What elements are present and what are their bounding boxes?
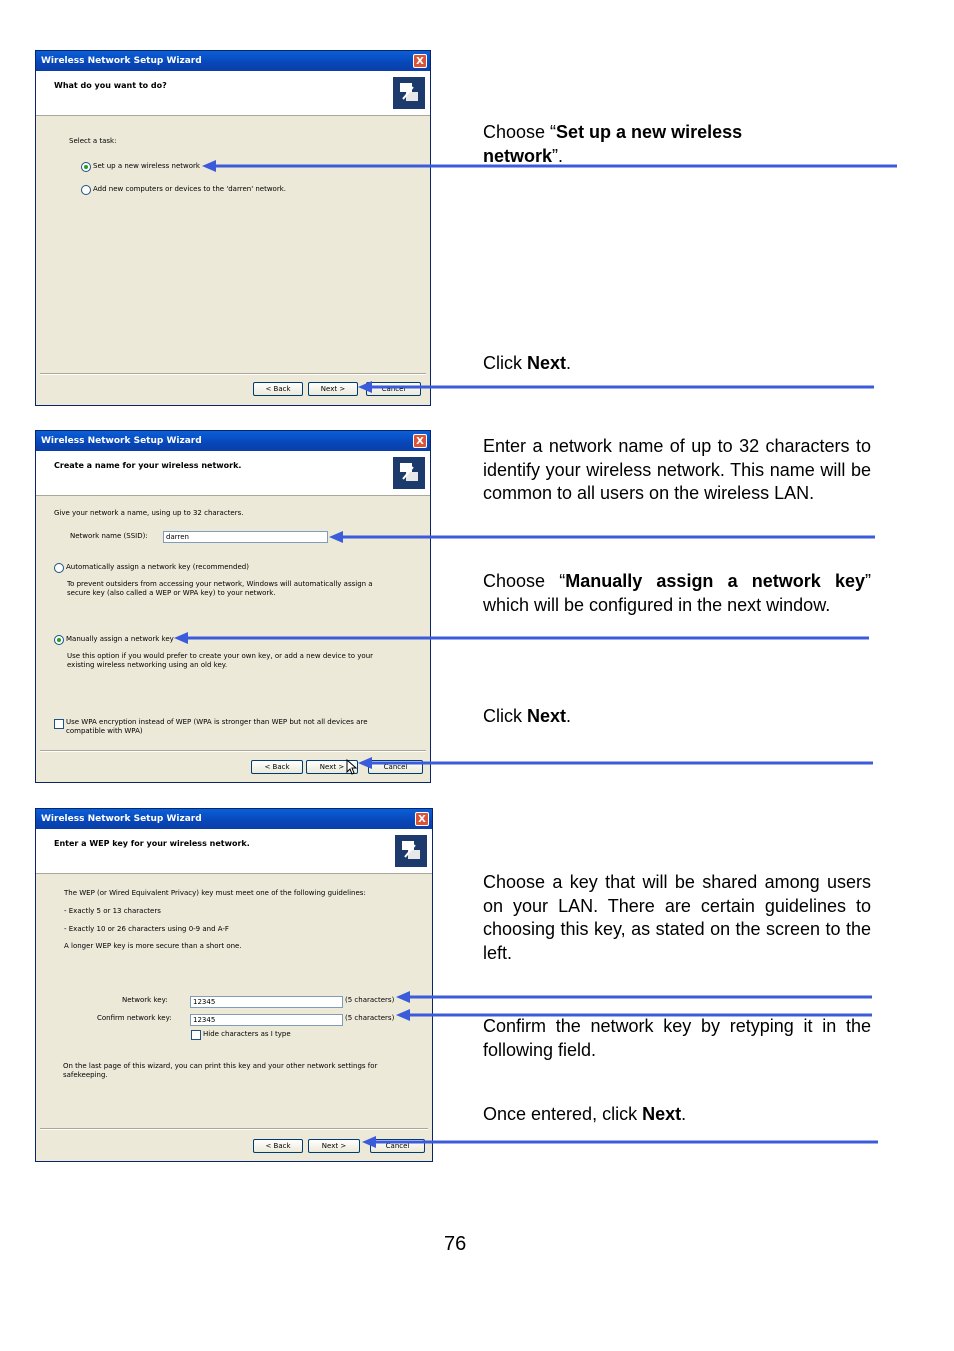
arrow-to-next-button-1: [356, 377, 876, 397]
dialog-heading: Enter a WEP key for your wireless network.: [54, 839, 250, 848]
cancel-button[interactable]: Cancel: [366, 382, 421, 396]
bold-text: Next: [527, 706, 567, 726]
wizard-dialog-step3: [35, 808, 433, 1162]
text-run: Once entered, click: [483, 1104, 643, 1124]
next-button[interactable]: Next >: [306, 760, 358, 774]
safekeeping-note: On the last page of this wizard, you can print this key and your other network settings for safekeeping.: [63, 1062, 378, 1079]
auto-key-description: To prevent outsiders from accessing your network, Windows will automatically assign a secure key (also called a WEP or WPA key) to your network.: [67, 580, 373, 597]
text-run: Click: [483, 353, 527, 373]
next-button[interactable]: Next >: [308, 1139, 360, 1153]
text-run: Choose “: [483, 571, 566, 591]
button-separator: [40, 750, 426, 752]
instruction-confirm-key: Confirm the network key by retyping it in the following field.: [483, 1016, 871, 1060]
text-run: Choose “: [483, 122, 557, 142]
hide-characters-label[interactable]: Hide characters as I type: [203, 1030, 291, 1038]
text-run: .: [566, 706, 572, 726]
text-run: .: [566, 353, 572, 373]
arrow-to-network-key: [394, 987, 874, 1007]
instruction-choose-manual: [483, 570, 871, 617]
wep-guideline-2: - Exactly 10 or 26 characters using 0-9 and A-F: [64, 925, 229, 933]
text-run: ” which will be configured in the next window.: [483, 571, 871, 615]
dialog-title: Wireless Network Setup Wizard: [41, 56, 202, 66]
ssid-input[interactable]: darren: [163, 531, 328, 543]
text-run: ”.: [552, 145, 564, 166]
back-button[interactable]: < Back: [251, 760, 303, 774]
close-icon[interactable]: X: [413, 434, 427, 448]
page-number: 76: [444, 1233, 467, 1255]
arrow-to-ssid-field: [327, 527, 877, 547]
wizard-dialog-step1: [35, 50, 431, 406]
select-task-label: Select a task:: [69, 137, 117, 145]
network-key-char-count: (5 characters): [345, 996, 395, 1004]
dialog-header: [36, 829, 432, 874]
radio-add-devices[interactable]: [81, 185, 91, 195]
instruction-click-next-2: [483, 705, 871, 729]
cancel-button[interactable]: Cancel: [368, 760, 423, 774]
instruction-enter-network-name: Enter a network name of up to 32 characters to identify your wireless network. This name will be common to all users on the wireless LAN.: [483, 436, 871, 503]
dialog-heading: Create a name for your wireless network.: [54, 461, 242, 470]
bold-text: Next: [527, 353, 567, 373]
instruction-choose-key: Choose a key that will be shared among users on your LAN. There are certain guidelines to choosing this key, as stated on the screen to the left.: [483, 872, 871, 963]
confirm-key-label: Confirm network key:: [97, 1014, 172, 1022]
wpa-option-label[interactable]: Use WPA encryption instead of WEP (WPA is stronger than WEP but not all devices are compatible with WPA): [66, 718, 368, 735]
instruction-click-next-3: [483, 1103, 871, 1127]
option-auto-key[interactable]: Automatically assign a network key (recommended): [66, 563, 249, 571]
wep-guideline-intro: The WEP (or Wired Equivalent Privacy) key must meet one of the following guidelines:: [64, 889, 366, 897]
cancel-button[interactable]: Cancel: [370, 1139, 425, 1153]
arrow-to-next-button-3: [360, 1132, 880, 1152]
confirm-key-input[interactable]: 12345: [190, 1014, 343, 1026]
option-setup-new-network[interactable]: Set up a new wireless network: [93, 162, 200, 170]
dialog-title: Wireless Network Setup Wizard: [41, 814, 202, 824]
text-run: Click: [483, 706, 527, 726]
instruction-choose-setup: [483, 121, 803, 168]
close-icon[interactable]: X: [413, 54, 427, 68]
back-button[interactable]: < Back: [253, 1139, 303, 1153]
option-manual-key[interactable]: Manually assign a network key: [66, 635, 174, 643]
next-button[interactable]: Next >: [308, 382, 358, 396]
manual-key-description: Use this option if you would prefer to create your own key, or add a new device to your existing wireless networking using an old key.: [67, 652, 374, 669]
dialog-heading: What do you want to do?: [54, 81, 167, 90]
network-key-label: Network key:: [122, 996, 168, 1004]
close-icon[interactable]: X: [415, 812, 429, 826]
bold-text: Manually assign a network key: [565, 571, 865, 591]
radio-auto-key[interactable]: [54, 563, 64, 573]
instruction-click-next-1: [483, 352, 871, 376]
dialog-title-bar: [36, 431, 430, 451]
network-name-intro: Give your network a name, using up to 32 characters.: [54, 509, 244, 517]
radio-manual-key[interactable]: [54, 635, 64, 645]
bold-text: Set up a new wireless network: [483, 122, 743, 166]
dialog-title: Wireless Network Setup Wizard: [41, 436, 202, 446]
arrow-to-next-button-2: [356, 753, 876, 773]
wizard-dialog-step2: [35, 430, 431, 783]
dialog-header: [36, 71, 430, 116]
wep-guideline-1: - Exactly 5 or 13 characters: [64, 907, 161, 915]
confirm-key-char-count: (5 characters): [345, 1014, 395, 1022]
wpa-checkbox[interactable]: [54, 719, 64, 729]
back-button[interactable]: < Back: [253, 382, 303, 396]
ssid-label: Network name (SSID):: [70, 532, 148, 540]
network-wizard-icon: [392, 456, 426, 490]
hide-characters-checkbox[interactable]: [191, 1030, 201, 1040]
option-add-devices[interactable]: Add new computers or devices to the 'darren' network.: [93, 185, 286, 193]
arrow-to-manual-option: [172, 628, 872, 648]
network-wizard-icon: [394, 834, 428, 868]
bold-text: Next: [642, 1104, 682, 1124]
radio-setup-new-network[interactable]: [81, 162, 91, 172]
wep-guideline-3: A longer WEP key is more secure than a short one.: [64, 942, 242, 950]
network-wizard-icon: [392, 76, 426, 110]
network-key-input[interactable]: 12345: [190, 996, 343, 1008]
button-separator: [40, 373, 426, 375]
dialog-title-bar: [36, 809, 432, 829]
button-separator: [40, 1128, 428, 1130]
dialog-title-bar: [36, 51, 430, 71]
dialog-header: [36, 451, 430, 496]
text-run: .: [681, 1104, 687, 1124]
